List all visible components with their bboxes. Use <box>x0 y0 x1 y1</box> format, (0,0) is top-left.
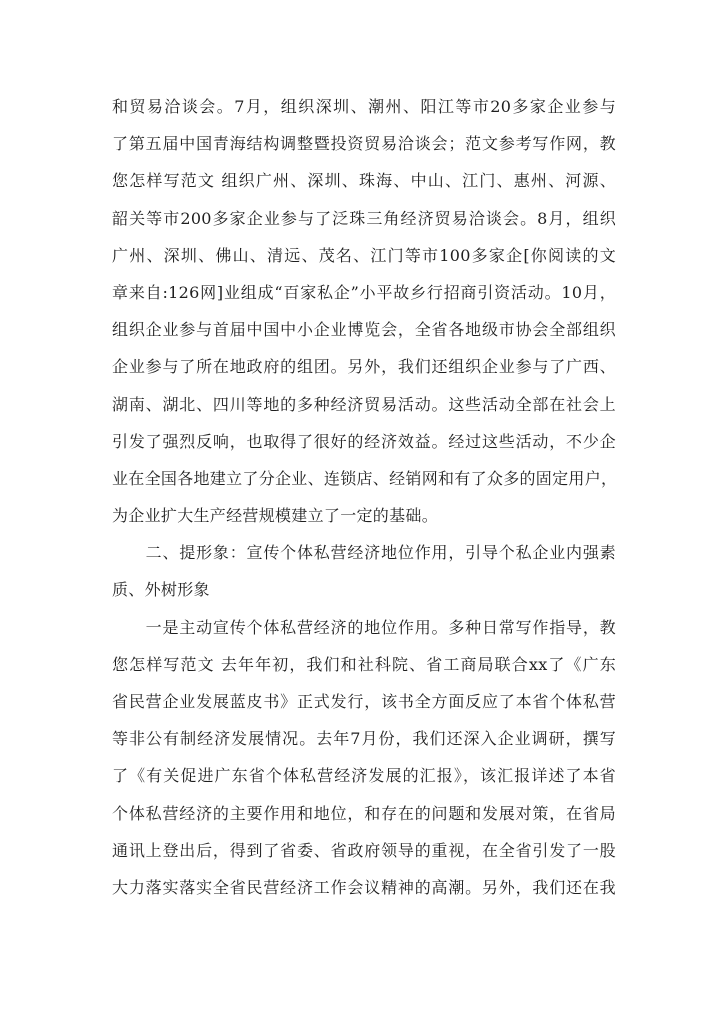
text-line: 引发了强烈反响，也取得了很好的经济效益。经过这些活动，不少企 <box>112 431 616 451</box>
text-line: 了《有关促进广东省个体私营经济发展的汇报》，该汇报详述了本省 <box>112 766 616 786</box>
text-line: 您怎样写范文 组织广州、深圳、珠海、中山、江门、惠州、河源、 <box>112 171 616 191</box>
text-line: 企业参与了所在地政府的组团。另外，我们还组织企业参与了广西、 <box>112 357 616 377</box>
text-line: 业在全国各地建立了分企业、连锁店、经销网和有了众多的固定用户， <box>112 468 618 488</box>
text-line: 和贸易洽谈会。7月，组织深圳、潮州、阳江等市20多家企业参与 <box>112 97 616 116</box>
text-line: 通讯上登出后，得到了省委、省政府领导的重视，在全省引发了一股 <box>112 840 616 860</box>
text-line: 为企业扩大生产经营规模建立了一定的基础。 <box>112 506 439 526</box>
text-line: 个体私营经济的主要作用和地位，和存在的问题和发展对策，在省局 <box>112 803 616 823</box>
text-line: 等非公有制经济发展情况。去年7月份，我们还深入企业调研，撰写 <box>112 729 616 749</box>
text-line: 省民营企业发展蓝皮书》正式发行，该书全方面反应了本省个体私营 <box>112 692 616 711</box>
text-line: 章来自:126网]业组成“百家私企”小平故乡行招商引资活动。10月， <box>112 282 616 302</box>
text-line: 您怎样写范文 去年年初，我们和社科院、省工商局联合xx了《广东 <box>112 654 616 674</box>
text-line: 质、外树形象 <box>112 580 210 600</box>
text-line: 二、提形象：宣传个体私营经济地位作用，引导个私企业内强素 <box>112 543 616 563</box>
text-line: 了第五届中国青海结构调整暨投资贸易洽谈会；范文参考写作网，教 <box>112 134 616 154</box>
text-line: 大力落实落实全省民营经济工作会议精神的高潮。另外，我们还在我 <box>112 877 616 897</box>
text-line: 韶关等市200多家企业参与了泛珠三角经济贸易洽谈会。8月，组织 <box>112 208 616 228</box>
text-line: 组织企业参与首届中国中小企业博览会，全省各地级市协会全部组织 <box>112 320 616 340</box>
text-line: 湖南、湖北、四川等地的多种经济贸易活动。这些活动全部在社会上 <box>112 394 616 414</box>
text-line: 一是主动宣传个体私营经济的地位作用。多种日常写作指导，教 <box>112 617 616 637</box>
text-line: 广州、深圳、佛山、清远、茂名、江门等市100多家企[你阅读的文 <box>112 245 616 265</box>
document-body <box>112 88 616 906</box>
